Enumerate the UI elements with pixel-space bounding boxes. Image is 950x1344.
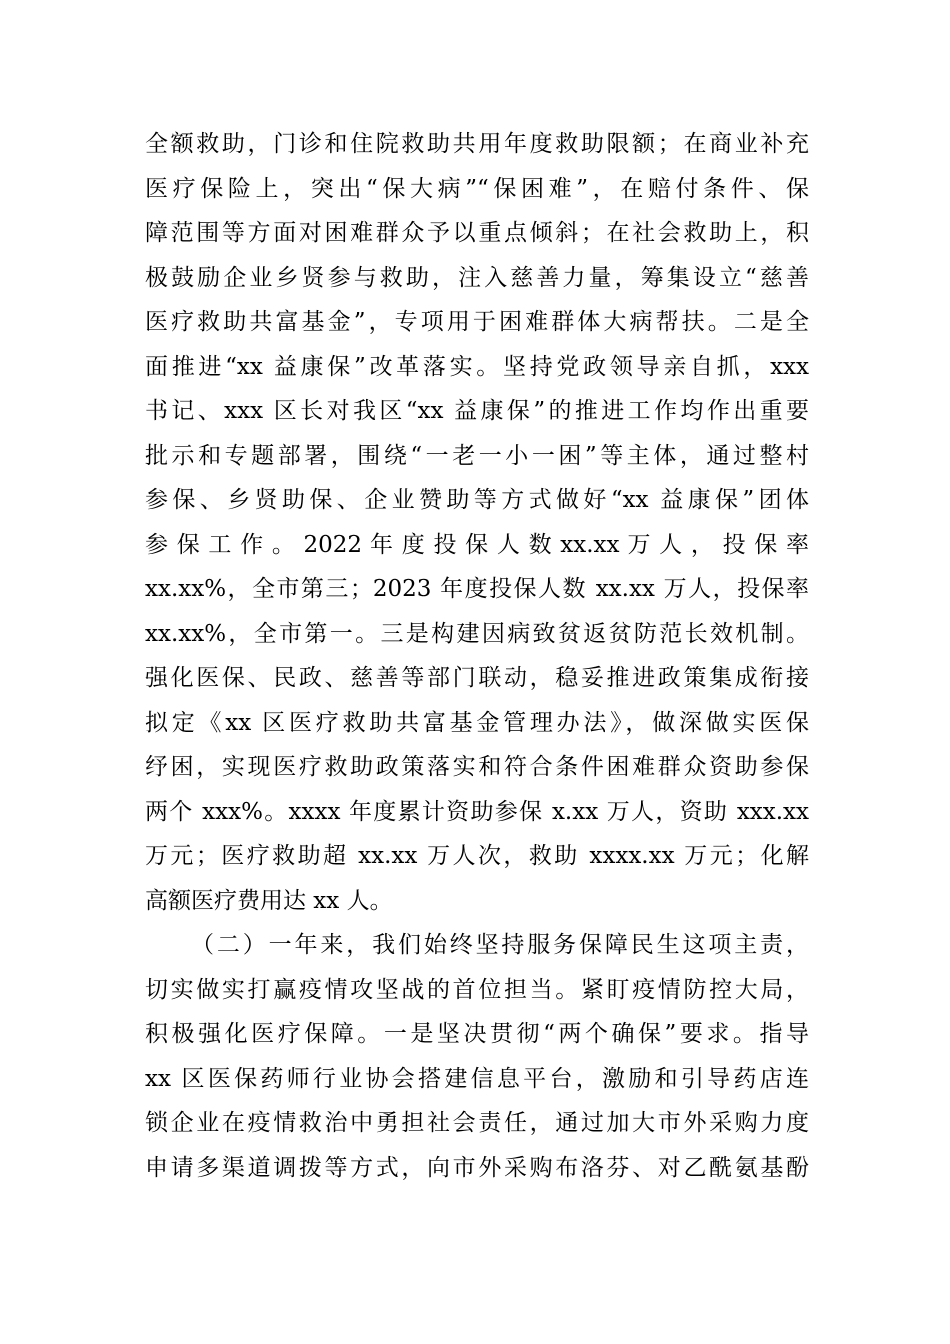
paragraph-line: 医疗保险上，突出“保大病”“保困难”，在赔付条件、保 xyxy=(145,175,809,202)
paragraph-line: 纾困，实现医疗救助政策落实和符合条件困难群众资助参保 xyxy=(145,754,809,780)
document-body xyxy=(145,122,809,1190)
paragraph-line: xx 区医保药师行业协会搭建信息平台，激励和引导药店连 xyxy=(145,1065,809,1092)
paragraph-line: 障范围等方面对困难群众予以重点倾斜；在社会救助上，积 xyxy=(145,220,809,246)
paragraph-line: 书记、xxx 区长对我区“xx 益康保”的推进工作均作出重要 xyxy=(145,398,809,424)
paragraph-line: 锁企业在疫情救治中勇担社会责任，通过加大市外采购力度 xyxy=(145,1110,809,1136)
paragraph-1 xyxy=(145,122,809,923)
paragraph-line: 极鼓励企业乡贤参与救助，注入慈善力量，筹集设立“慈善 xyxy=(145,264,809,291)
paragraph-line: 面推进“xx 益康保”改革落实。坚持党政领导亲自抓，xxx xyxy=(145,353,809,380)
paragraph-line: 切实做实打赢疫情攻坚战的首位担当。紧盯疫情防控大局， xyxy=(145,976,809,1003)
paragraph-line: xx.xx%，全市第三；2023 年度投保人数 xx.xx 万人，投保率 xyxy=(145,576,809,602)
paragraph-line: 全额救助，门诊和住院救助共用年度救助限额；在商业补充 xyxy=(145,131,809,157)
paragraph-line: 医疗救助共富基金”，专项用于困难群体大病帮扶。二是全 xyxy=(145,309,809,335)
paragraph-line: xx.xx%，全市第一。三是构建因病致贫返贫防范长效机制。 xyxy=(145,620,809,647)
paragraph-line: 批示和专题部署，围绕“一老一小一困”等主体，通过整村 xyxy=(145,442,809,469)
paragraph-line: 参 保 工 作 。 2022 年 度 投 保 人 数 xx.xx 万 人 ， 投 保 率 xyxy=(145,531,809,558)
paragraph-line: 两个 xxx%。xxxx 年度累计资助参保 x.xx 万人，资助 xxx.xx xyxy=(145,798,809,825)
paragraph-line: 万元；医疗救助超 xx.xx 万人次，救助 xxxx.xx 万元；化解 xyxy=(145,843,809,869)
paragraph-line: 强化医保、民政、慈善等部门联动，稳妥推进政策集成衔接 xyxy=(145,665,809,691)
paragraph-line: 拟定《xx 区医疗救助共富基金管理办法》，做深做实医保 xyxy=(145,709,809,736)
paragraph-line: （二）一年来，我们始终坚持服务保障民生这项主责， xyxy=(191,932,809,958)
paragraph-line: 申请多渠道调拨等方式，向市外采购布洛芬、对乙酰氨基酚 xyxy=(145,1154,809,1181)
paragraph-line: 积极强化医疗保障。一是坚决贯彻“两个确保”要求。指导 xyxy=(145,1021,809,1047)
paragraph-line: 高额医疗费用达 xx 人。 xyxy=(145,887,393,914)
paragraph-line: 参保、乡贤助保、企业赞助等方式做好“xx 益康保”团体 xyxy=(145,487,809,513)
paragraph-2 xyxy=(145,923,809,1190)
